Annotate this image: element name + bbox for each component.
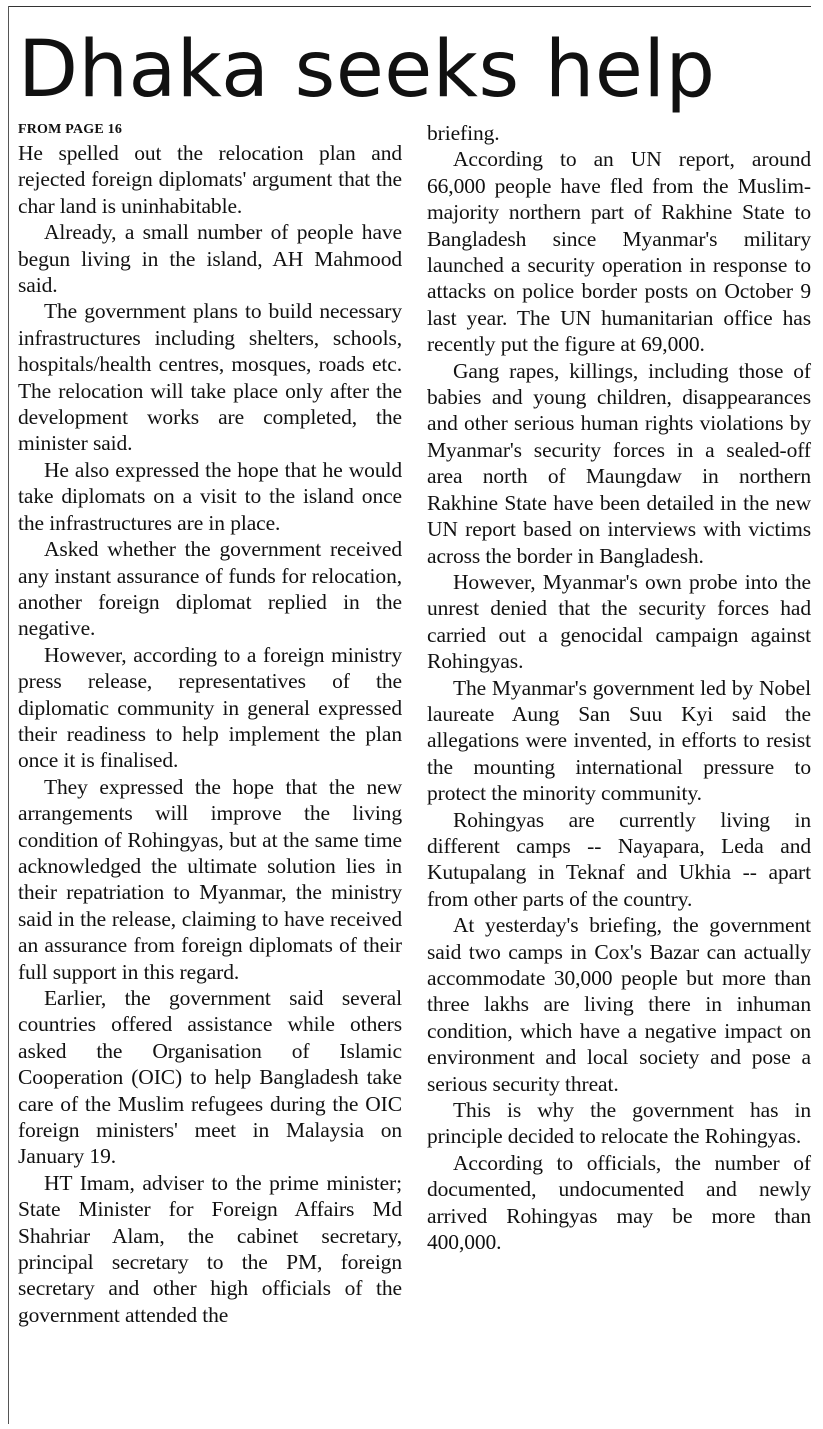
- paragraph: Earlier, the government said several countries offered assistance while others asked the Organisation of Islamic Cooperation (OIC) to help Bangladesh take care of the Muslim refugees during the OIC foreign ministers' meet in Malaysia on January 19.: [18, 986, 402, 1169]
- article-column-left: [18, 120, 402, 1328]
- paragraph: They expressed the hope that the new arrangements will improve the living condition of Rohingyas, but at the same time acknowledged the ultimate solution lies in their repatriation to Myanmar, the ministry said in the release, claiming to have received an assurance from foreign diplomats of their full support in this regard.: [18, 774, 402, 984]
- paragraph: briefing.: [427, 121, 500, 145]
- paragraph: He spelled out the relocation plan and rejected foreign diplomats' argument that the char land is uninhabitable.: [18, 141, 402, 218]
- paragraph: HT Imam, adviser to the prime minister; State Minister for Foreign Affairs Md Shahriar Alam, the cabinet secretary, principal secretary to the PM, foreign secretary and other high officials of the government attended the: [18, 1170, 402, 1327]
- paragraph: According to officials, the number of documented, undocumented and newly arrived Rohingyas may be more than 400,000.: [427, 1150, 811, 1255]
- paragraph: The government plans to build necessary infrastructures including shelters, schools, hospitals/health centres, mosques, roads etc. The relocation will take place only after the development works are completed, the minister said.: [18, 299, 402, 456]
- paragraph: The Myanmar's government led by Nobel laureate Aung San Suu Kyi said the allegations were invented, in efforts to resist the mounting international pressure to protect the minority community.: [427, 675, 811, 806]
- top-rule: [8, 6, 811, 7]
- paragraph: Gang rapes, killings, including those of babies and young children, disappearances and other serious human rights violations by Myanmar's security forces in a sealed-off area north of Maungdaw in northern Rakhine State have been detailed in the new UN report based on interviews with victims across the border in Bangladesh.: [427, 358, 811, 568]
- continuation-kicker: FROM PAGE 16: [18, 122, 123, 137]
- paragraph: This is why the government has in principle decided to relocate the Rohingyas.: [427, 1098, 811, 1149]
- paragraph: At yesterday's briefing, the government said two camps in Cox's Bazar can actually accommodate 30,000 people but more than three lakhs are living there in inhuman condition, which have a negative impact on environment and local society and pose a serious security threat.: [427, 913, 811, 1096]
- paragraph: Asked whether the government received any instant assurance of funds for relocation, another foreign diplomat replied in the negative.: [18, 537, 402, 641]
- paragraph: He also expressed the hope that he would take diplomats on a visit to the island once the infrastructures are in place.: [18, 457, 402, 535]
- paragraph: According to an UN report, around 66,000 people have fled from the Muslim-majority northern part of Rakhine State to Bangladesh since Myanmar's military launched a security operation in response to attacks on police border posts on October 9 last year. The UN humanitarian office has recently put the figure at 69,000.: [427, 147, 811, 357]
- left-column-rule: [8, 6, 9, 1424]
- headline: Dhaka seeks help: [18, 25, 716, 115]
- article-column-right: [427, 120, 811, 1255]
- paragraph: Already, a small number of people have begun living in the island, AH Mahmood said.: [18, 220, 402, 298]
- paragraph: Rohingyas are currently living in different camps -- Nayapara, Leda and Kutupalang in Teknaf and Ukhia -- apart from other parts of the country.: [427, 807, 811, 911]
- paragraph: However, Myanmar's own probe into the unrest denied that the security forces had carried out a genocidal campaign against Rohingyas.: [427, 569, 811, 674]
- paragraph: However, according to a foreign ministry press release, representatives of the diplomatic community in general expressed their readiness to help implement the plan once it is finalised.: [18, 642, 402, 773]
